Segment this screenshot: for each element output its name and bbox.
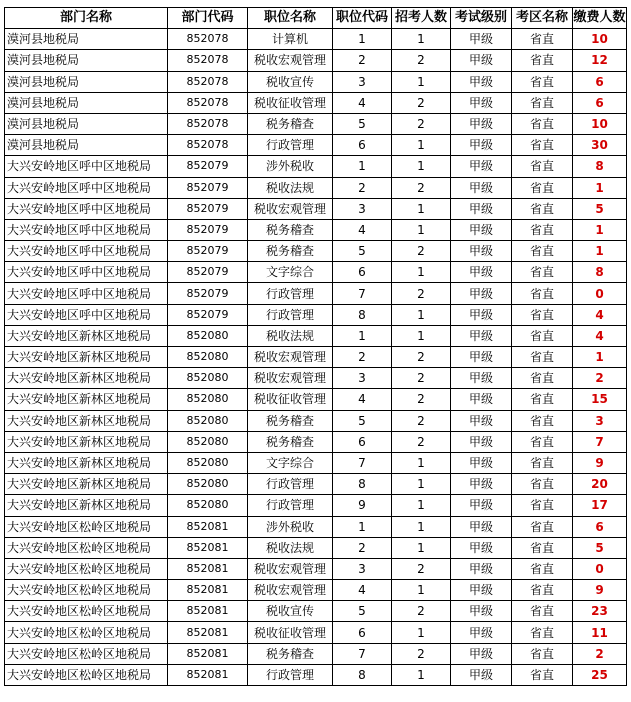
cell-position-code: 4	[333, 92, 392, 113]
cell-dept-code: 852080	[168, 410, 248, 431]
cell-dept-name: 大兴安岭地区新林区地税局	[5, 389, 168, 410]
cell-exam-level: 甲级	[451, 304, 512, 325]
cell-recruit-count: 2	[392, 113, 451, 134]
cell-recruit-count: 1	[392, 537, 451, 558]
cell-exam-level: 甲级	[451, 113, 512, 134]
cell-exam-level: 甲级	[451, 622, 512, 643]
cell-paid-count: 1	[573, 347, 627, 368]
cell-position-code: 1	[333, 325, 392, 346]
cell-exam-level: 甲级	[451, 643, 512, 664]
cell-exam-area: 省直	[512, 92, 573, 113]
table-row	[5, 452, 627, 473]
cell-position-name: 税务稽查	[248, 643, 333, 664]
header-exam-area: 考区名称	[512, 8, 573, 29]
header-position-name: 职位名称	[248, 8, 333, 29]
cell-exam-area: 省直	[512, 410, 573, 431]
cell-position-code: 3	[333, 198, 392, 219]
table-header-row	[5, 8, 627, 29]
table-row	[5, 601, 627, 622]
cell-position-name: 税务稽查	[248, 241, 333, 262]
table-row	[5, 537, 627, 558]
cell-recruit-count: 1	[392, 304, 451, 325]
cell-position-code: 2	[333, 347, 392, 368]
header-dept-name: 部门名称	[5, 8, 168, 29]
cell-position-name: 税收征收管理	[248, 389, 333, 410]
cell-exam-area: 省直	[512, 325, 573, 346]
cell-position-name: 行政管理	[248, 495, 333, 516]
cell-recruit-count: 1	[392, 135, 451, 156]
cell-dept-name: 大兴安岭地区呼中区地税局	[5, 198, 168, 219]
cell-dept-code: 852080	[168, 495, 248, 516]
cell-exam-level: 甲级	[451, 664, 512, 685]
cell-position-code: 1	[333, 29, 392, 50]
cell-recruit-count: 1	[392, 516, 451, 537]
cell-exam-area: 省直	[512, 135, 573, 156]
table-row	[5, 92, 627, 113]
cell-dept-code: 852079	[168, 262, 248, 283]
cell-exam-level: 甲级	[451, 135, 512, 156]
cell-dept-name: 大兴安岭地区呼中区地税局	[5, 262, 168, 283]
cell-paid-count: 2	[573, 368, 627, 389]
cell-paid-count: 8	[573, 156, 627, 177]
cell-position-name: 税收法规	[248, 537, 333, 558]
table-row	[5, 368, 627, 389]
cell-position-name: 计算机	[248, 29, 333, 50]
table-row	[5, 219, 627, 240]
cell-paid-count: 9	[573, 580, 627, 601]
table-row	[5, 389, 627, 410]
cell-dept-code: 852078	[168, 113, 248, 134]
cell-dept-code: 852080	[168, 368, 248, 389]
cell-dept-code: 852080	[168, 325, 248, 346]
cell-position-name: 税收宣传	[248, 71, 333, 92]
cell-position-name: 涉外税收	[248, 516, 333, 537]
table-row	[5, 495, 627, 516]
cell-position-code: 2	[333, 537, 392, 558]
table-row	[5, 177, 627, 198]
cell-position-name: 税收宏观管理	[248, 368, 333, 389]
table-row	[5, 664, 627, 685]
cell-exam-area: 省直	[512, 558, 573, 579]
cell-exam-level: 甲级	[451, 495, 512, 516]
exam-registration-table	[4, 7, 627, 686]
cell-exam-level: 甲级	[451, 71, 512, 92]
cell-paid-count: 30	[573, 135, 627, 156]
cell-dept-code: 852080	[168, 347, 248, 368]
table-row	[5, 135, 627, 156]
cell-exam-area: 省直	[512, 452, 573, 473]
cell-recruit-count: 2	[392, 558, 451, 579]
cell-dept-code: 852078	[168, 135, 248, 156]
cell-dept-name: 大兴安岭地区松岭区地税局	[5, 580, 168, 601]
table-row	[5, 283, 627, 304]
cell-exam-area: 省直	[512, 304, 573, 325]
cell-position-name: 税收法规	[248, 177, 333, 198]
table-row	[5, 29, 627, 50]
cell-dept-code: 852081	[168, 558, 248, 579]
cell-position-name: 行政管理	[248, 474, 333, 495]
cell-exam-area: 省直	[512, 664, 573, 685]
cell-dept-name: 大兴安岭地区新林区地税局	[5, 410, 168, 431]
cell-recruit-count: 1	[392, 219, 451, 240]
cell-paid-count: 17	[573, 495, 627, 516]
cell-recruit-count: 1	[392, 622, 451, 643]
cell-position-code: 7	[333, 643, 392, 664]
cell-dept-code: 852079	[168, 156, 248, 177]
header-exam-level: 考试级别	[451, 8, 512, 29]
cell-dept-code: 852081	[168, 537, 248, 558]
cell-exam-level: 甲级	[451, 368, 512, 389]
cell-exam-level: 甲级	[451, 516, 512, 537]
cell-exam-area: 省直	[512, 368, 573, 389]
cell-paid-count: 8	[573, 262, 627, 283]
cell-recruit-count: 1	[392, 495, 451, 516]
table-row	[5, 580, 627, 601]
table-row	[5, 113, 627, 134]
cell-paid-count: 23	[573, 601, 627, 622]
cell-recruit-count: 2	[392, 283, 451, 304]
cell-exam-area: 省直	[512, 29, 573, 50]
cell-position-name: 税务稽查	[248, 219, 333, 240]
cell-exam-level: 甲级	[451, 580, 512, 601]
cell-exam-level: 甲级	[451, 50, 512, 71]
cell-dept-name: 大兴安岭地区新林区地税局	[5, 452, 168, 473]
cell-dept-code: 852078	[168, 50, 248, 71]
cell-dept-code: 852081	[168, 516, 248, 537]
cell-dept-name: 大兴安岭地区呼中区地税局	[5, 241, 168, 262]
cell-recruit-count: 2	[392, 410, 451, 431]
cell-position-code: 5	[333, 241, 392, 262]
cell-position-code: 5	[333, 113, 392, 134]
cell-recruit-count: 1	[392, 71, 451, 92]
cell-dept-name: 大兴安岭地区松岭区地税局	[5, 558, 168, 579]
cell-dept-name: 大兴安岭地区松岭区地税局	[5, 516, 168, 537]
cell-paid-count: 20	[573, 474, 627, 495]
table-row	[5, 71, 627, 92]
table-row	[5, 410, 627, 431]
cell-exam-area: 省直	[512, 198, 573, 219]
cell-paid-count: 1	[573, 177, 627, 198]
cell-exam-level: 甲级	[451, 241, 512, 262]
cell-exam-area: 省直	[512, 50, 573, 71]
cell-position-code: 8	[333, 474, 392, 495]
cell-paid-count: 6	[573, 516, 627, 537]
cell-dept-name: 漠河县地税局	[5, 135, 168, 156]
cell-dept-name: 大兴安岭地区新林区地税局	[5, 474, 168, 495]
table-row	[5, 262, 627, 283]
cell-position-code: 1	[333, 516, 392, 537]
cell-position-name: 文字综合	[248, 452, 333, 473]
cell-recruit-count: 1	[392, 474, 451, 495]
cell-recruit-count: 2	[392, 643, 451, 664]
cell-paid-count: 0	[573, 283, 627, 304]
cell-recruit-count: 1	[392, 452, 451, 473]
cell-exam-area: 省直	[512, 474, 573, 495]
cell-exam-level: 甲级	[451, 198, 512, 219]
cell-dept-code: 852079	[168, 219, 248, 240]
cell-exam-level: 甲级	[451, 537, 512, 558]
cell-position-code: 3	[333, 558, 392, 579]
cell-recruit-count: 1	[392, 29, 451, 50]
cell-recruit-count: 2	[392, 601, 451, 622]
table-row	[5, 50, 627, 71]
cell-paid-count: 1	[573, 219, 627, 240]
cell-exam-area: 省直	[512, 622, 573, 643]
cell-exam-level: 甲级	[451, 219, 512, 240]
cell-paid-count: 3	[573, 410, 627, 431]
table-row	[5, 304, 627, 325]
cell-recruit-count: 2	[392, 347, 451, 368]
header-dept-code: 部门代码	[168, 8, 248, 29]
cell-dept-name: 大兴安岭地区松岭区地税局	[5, 643, 168, 664]
cell-recruit-count: 1	[392, 580, 451, 601]
cell-exam-area: 省直	[512, 495, 573, 516]
cell-exam-level: 甲级	[451, 283, 512, 304]
cell-dept-name: 漠河县地税局	[5, 92, 168, 113]
cell-dept-name: 大兴安岭地区新林区地税局	[5, 431, 168, 452]
cell-position-code: 2	[333, 177, 392, 198]
cell-paid-count: 15	[573, 389, 627, 410]
cell-paid-count: 25	[573, 664, 627, 685]
cell-dept-code: 852079	[168, 198, 248, 219]
cell-exam-level: 甲级	[451, 156, 512, 177]
cell-position-code: 7	[333, 283, 392, 304]
cell-dept-code: 852080	[168, 474, 248, 495]
cell-exam-area: 省直	[512, 347, 573, 368]
cell-position-code: 3	[333, 368, 392, 389]
cell-exam-area: 省直	[512, 113, 573, 134]
cell-position-code: 3	[333, 71, 392, 92]
cell-position-code: 5	[333, 601, 392, 622]
cell-dept-name: 大兴安岭地区呼中区地税局	[5, 156, 168, 177]
table-row	[5, 156, 627, 177]
table-row	[5, 558, 627, 579]
cell-exam-level: 甲级	[451, 325, 512, 346]
cell-exam-level: 甲级	[451, 431, 512, 452]
cell-paid-count: 7	[573, 431, 627, 452]
cell-exam-level: 甲级	[451, 601, 512, 622]
cell-exam-area: 省直	[512, 601, 573, 622]
cell-exam-level: 甲级	[451, 410, 512, 431]
cell-paid-count: 10	[573, 29, 627, 50]
cell-position-name: 税务稽查	[248, 410, 333, 431]
cell-dept-name: 大兴安岭地区新林区地税局	[5, 495, 168, 516]
cell-dept-code: 852081	[168, 580, 248, 601]
cell-position-name: 行政管理	[248, 664, 333, 685]
table-row	[5, 474, 627, 495]
cell-exam-level: 甲级	[451, 92, 512, 113]
cell-paid-count: 5	[573, 537, 627, 558]
cell-position-name: 税收宣传	[248, 601, 333, 622]
cell-dept-code: 852080	[168, 452, 248, 473]
cell-paid-count: 9	[573, 452, 627, 473]
cell-paid-count: 4	[573, 304, 627, 325]
table-row	[5, 643, 627, 664]
cell-position-name: 行政管理	[248, 283, 333, 304]
table-row	[5, 516, 627, 537]
cell-position-name: 行政管理	[248, 304, 333, 325]
cell-dept-name: 漠河县地税局	[5, 29, 168, 50]
cell-position-code: 5	[333, 410, 392, 431]
header-paid-count: 缴费人数	[573, 8, 627, 29]
cell-dept-code: 852078	[168, 92, 248, 113]
cell-exam-area: 省直	[512, 156, 573, 177]
cell-paid-count: 10	[573, 113, 627, 134]
cell-recruit-count: 2	[392, 50, 451, 71]
cell-exam-area: 省直	[512, 71, 573, 92]
cell-position-name: 税收宏观管理	[248, 347, 333, 368]
cell-dept-name: 大兴安岭地区松岭区地税局	[5, 601, 168, 622]
cell-exam-area: 省直	[512, 537, 573, 558]
cell-position-code: 1	[333, 156, 392, 177]
cell-recruit-count: 2	[392, 177, 451, 198]
table-row	[5, 431, 627, 452]
cell-position-name: 税收征收管理	[248, 622, 333, 643]
cell-position-code: 4	[333, 219, 392, 240]
table-row	[5, 347, 627, 368]
cell-dept-code: 852081	[168, 601, 248, 622]
cell-position-code: 9	[333, 495, 392, 516]
cell-paid-count: 6	[573, 71, 627, 92]
cell-position-name: 税务稽查	[248, 431, 333, 452]
table-row	[5, 325, 627, 346]
cell-exam-area: 省直	[512, 241, 573, 262]
cell-dept-name: 大兴安岭地区呼中区地税局	[5, 304, 168, 325]
cell-position-name: 税收宏观管理	[248, 580, 333, 601]
cell-dept-code: 852078	[168, 71, 248, 92]
cell-position-code: 6	[333, 135, 392, 156]
cell-exam-area: 省直	[512, 177, 573, 198]
cell-exam-area: 省直	[512, 516, 573, 537]
cell-exam-level: 甲级	[451, 29, 512, 50]
cell-exam-level: 甲级	[451, 389, 512, 410]
cell-exam-level: 甲级	[451, 474, 512, 495]
cell-dept-code: 852079	[168, 304, 248, 325]
cell-position-name: 文字综合	[248, 262, 333, 283]
cell-position-code: 4	[333, 389, 392, 410]
cell-exam-area: 省直	[512, 219, 573, 240]
cell-position-name: 行政管理	[248, 135, 333, 156]
table-row	[5, 622, 627, 643]
cell-position-code: 6	[333, 431, 392, 452]
cell-dept-name: 大兴安岭地区呼中区地税局	[5, 177, 168, 198]
cell-position-code: 6	[333, 262, 392, 283]
header-position-code: 职位代码	[333, 8, 392, 29]
cell-exam-area: 省直	[512, 262, 573, 283]
cell-dept-code: 852081	[168, 664, 248, 685]
cell-recruit-count: 2	[392, 431, 451, 452]
cell-paid-count: 0	[573, 558, 627, 579]
cell-position-name: 税收征收管理	[248, 92, 333, 113]
cell-exam-level: 甲级	[451, 452, 512, 473]
cell-dept-name: 大兴安岭地区新林区地税局	[5, 368, 168, 389]
cell-recruit-count: 2	[392, 389, 451, 410]
cell-dept-name: 大兴安岭地区呼中区地税局	[5, 219, 168, 240]
cell-position-code: 8	[333, 664, 392, 685]
cell-dept-code: 852079	[168, 241, 248, 262]
table-row	[5, 198, 627, 219]
cell-position-code: 2	[333, 50, 392, 71]
cell-exam-area: 省直	[512, 580, 573, 601]
cell-paid-count: 5	[573, 198, 627, 219]
cell-paid-count: 2	[573, 643, 627, 664]
cell-dept-name: 漠河县地税局	[5, 50, 168, 71]
cell-dept-code: 852081	[168, 622, 248, 643]
cell-dept-name: 漠河县地税局	[5, 113, 168, 134]
cell-position-name: 税收法规	[248, 325, 333, 346]
cell-position-code: 7	[333, 452, 392, 473]
cell-recruit-count: 2	[392, 241, 451, 262]
cell-recruit-count: 1	[392, 664, 451, 685]
cell-exam-area: 省直	[512, 431, 573, 452]
cell-dept-name: 大兴安岭地区松岭区地税局	[5, 537, 168, 558]
cell-exam-level: 甲级	[451, 347, 512, 368]
cell-position-code: 6	[333, 622, 392, 643]
header-recruit-count: 招考人数	[392, 8, 451, 29]
cell-exam-level: 甲级	[451, 558, 512, 579]
cell-dept-code: 852080	[168, 431, 248, 452]
cell-recruit-count: 1	[392, 325, 451, 346]
cell-position-name: 税收宏观管理	[248, 558, 333, 579]
cell-paid-count: 4	[573, 325, 627, 346]
cell-paid-count: 12	[573, 50, 627, 71]
cell-dept-name: 大兴安岭地区呼中区地税局	[5, 283, 168, 304]
cell-position-code: 4	[333, 580, 392, 601]
cell-recruit-count: 2	[392, 368, 451, 389]
cell-exam-area: 省直	[512, 283, 573, 304]
table-row	[5, 241, 627, 262]
cell-exam-level: 甲级	[451, 262, 512, 283]
cell-dept-name: 大兴安岭地区松岭区地税局	[5, 622, 168, 643]
cell-dept-name: 大兴安岭地区松岭区地税局	[5, 664, 168, 685]
cell-exam-level: 甲级	[451, 177, 512, 198]
cell-paid-count: 1	[573, 241, 627, 262]
cell-recruit-count: 1	[392, 262, 451, 283]
cell-position-name: 涉外税收	[248, 156, 333, 177]
cell-exam-area: 省直	[512, 643, 573, 664]
cell-recruit-count: 1	[392, 156, 451, 177]
cell-dept-code: 852079	[168, 283, 248, 304]
cell-exam-area: 省直	[512, 389, 573, 410]
cell-position-name: 税收宏观管理	[248, 198, 333, 219]
cell-dept-name: 大兴安岭地区新林区地税局	[5, 325, 168, 346]
cell-position-code: 8	[333, 304, 392, 325]
cell-dept-name: 大兴安岭地区新林区地税局	[5, 347, 168, 368]
cell-dept-code: 852078	[168, 29, 248, 50]
cell-recruit-count: 2	[392, 92, 451, 113]
cell-dept-code: 852081	[168, 643, 248, 664]
cell-dept-code: 852080	[168, 389, 248, 410]
cell-position-name: 税务稽查	[248, 113, 333, 134]
cell-dept-code: 852079	[168, 177, 248, 198]
cell-paid-count: 6	[573, 92, 627, 113]
cell-paid-count: 11	[573, 622, 627, 643]
cell-recruit-count: 1	[392, 198, 451, 219]
cell-position-name: 税收宏观管理	[248, 50, 333, 71]
cell-dept-name: 漠河县地税局	[5, 71, 168, 92]
